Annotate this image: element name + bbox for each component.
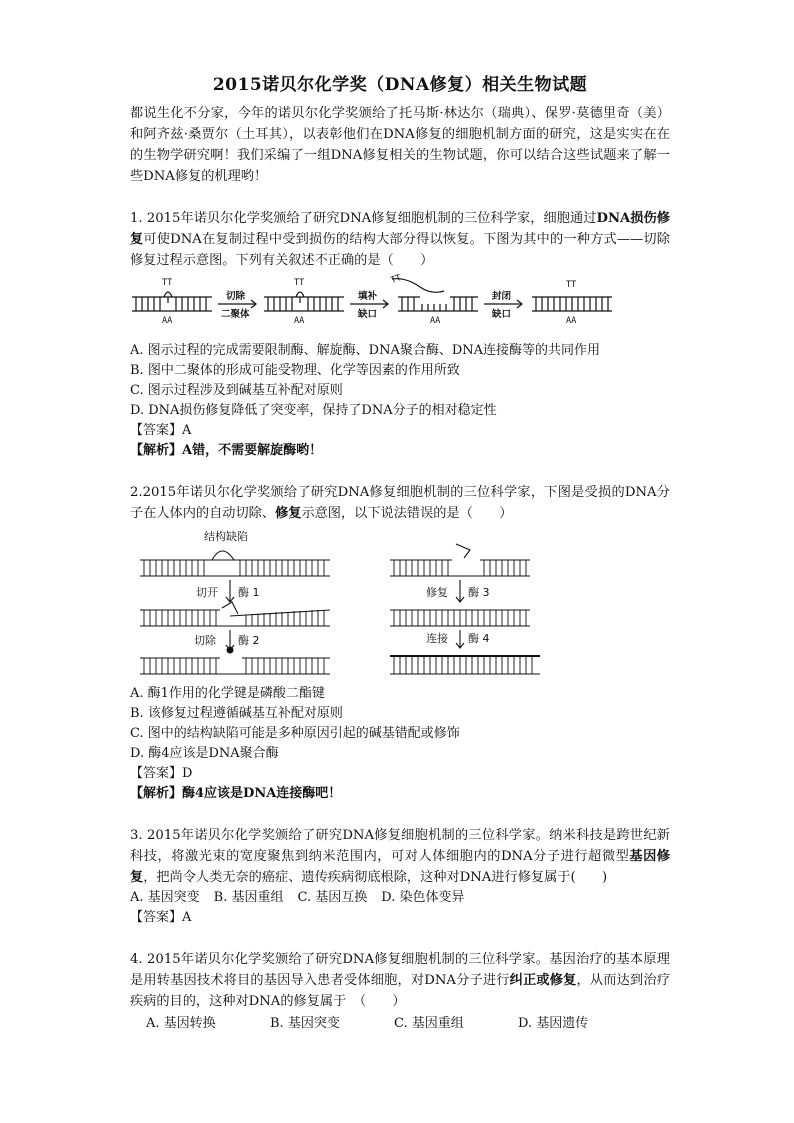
q2-repair-label: 修复 — [426, 586, 448, 599]
q4-option-c: C. 基因重组 — [394, 1016, 464, 1031]
q3-options — [130, 888, 670, 908]
q1-tt-label-2: TT — [294, 278, 305, 288]
q1-step3-label-bottom: 缺口 — [492, 309, 512, 320]
q2-answer: 【答案】D — [130, 766, 193, 781]
q3-option-a: A. 基因突变 — [130, 890, 200, 905]
q1-step1-label-bottom: 二聚体 — [221, 309, 250, 320]
q1-aa-label-3: AA — [430, 316, 441, 326]
q4-option-d: D. 基因遗传 — [518, 1016, 589, 1031]
q1-tt-label-4: TT — [566, 280, 577, 290]
q2-enzyme1-label: 酶 1 — [238, 586, 260, 599]
q1-excision-repair-diagram — [130, 273, 670, 335]
q1-tt-label-1: TT — [162, 278, 173, 288]
q1-diagram-svg — [130, 273, 670, 335]
q2-defect-label: 结构缺陷 — [204, 530, 248, 543]
q2-enzyme3-label: 酶 3 — [468, 586, 490, 599]
q1-step2-label-top: 填补 — [358, 291, 378, 302]
intro-paragraph: 都说生化不分家，今年的诺贝尔化学奖颁给了托马斯·林达尔（瑞典）、保罗·莫德里奇（美）和阿齐兹·桑贾尔（土耳其），以表彰他们在DNA修复的细胞机制方面的研究，这是实实在在的生物学研究啊！我们采编了一组DNA修复相关的生物试题，你可以结合这些试题来了解一些DNA修复的机理哟！ — [130, 106, 670, 184]
q3-stem: 3. 2015年诺贝尔化学奖颁给了研究DNA修复细胞机制的三位科学家。纳米科技是跨世纪新科技，将激光束的宽度聚焦到纳米范围内，可对人体细胞内的DNA分子进行超微型基因修复，把尚令人类无奈的癌症、遗传疾病彻底根除，这种对DNA进行修复属于( ) — [130, 828, 670, 885]
q1-answer: 【答案】A — [130, 423, 192, 438]
q1-option-d: D. DNA损伤修复降低了突变率，保持了DNA分子的相对稳定性 — [130, 403, 497, 418]
q2-enzyme2-label: 酶 2 — [238, 634, 260, 647]
q2-diagram-svg — [130, 528, 670, 678]
q2-option-a: A. 酶1作用的化学键是磷酸二酯键 — [130, 686, 325, 701]
q1-option-c: C. 图示过程涉及到碱基互补配对原则 — [130, 383, 343, 398]
q2-stem: 2.2015年诺贝尔化学奖颁给了研究DNA修复细胞机制的三位科学家，下图是受损的DNA分子在人体内的自动切除、修复示意图，以下说法错误的是（ ） — [130, 485, 670, 521]
q1-tt-label-3: TT — [389, 273, 403, 286]
q2-remove-label: 切除 — [194, 634, 216, 647]
q1-aa-label-2: AA — [294, 316, 305, 326]
q4-stem: 4. 2015年诺贝尔化学奖颁给了研究DNA修复细胞机制的三位科学家。基因治疗的基本原理是用转基因技术将目的基因导入患者受体细胞，对DNA分子进行纠正或修复，从而达到治疗疾病的目的，这种对DNA的修复属于 （ ） — [130, 952, 671, 1009]
q2-option-b: B. 该修复过程遵循碱基互补配对原则 — [130, 706, 343, 721]
q1-option-a: A. 图示过程的完成需要限制酶、解旋酶、DNA聚合酶、DNA连接酶等的共同作用 — [130, 343, 601, 358]
q3-option-b: B. 基因重组 — [213, 890, 284, 905]
q2-option-d: D. 酶4应该是DNA聚合酶 — [130, 746, 279, 761]
q3-option-c: C. 基因互换 — [297, 890, 368, 905]
q2-option-c: C. 图中的结构缺陷可能是多种原因引起的碱基错配或修饰 — [130, 726, 460, 741]
q2-repair-diagram — [130, 528, 670, 678]
q1-analysis: 【解析】A错，不需要解旋酶哟！ — [130, 443, 323, 458]
document-page — [130, 70, 670, 1034]
q1-stem: 1. 2015年诺贝尔化学奖颁给了研究DNA修复细胞机制的三位科学家，细胞通过DNA损伤修复可使DNA在复制过程中受到损伤的结构大部分得以恢复。下图为其中的一种方式——切除修复过程示意图。下列有关叙述不正确的是（ ） — [130, 211, 670, 268]
q2-cut-label: 切开 — [196, 586, 218, 599]
q4-option-b: B. 基因突变 — [270, 1016, 340, 1031]
q1-step2-label-bottom: 缺口 — [358, 309, 378, 320]
q2-enzyme4-label: 酶 4 — [468, 632, 490, 645]
q4-options — [146, 1014, 670, 1034]
q1-aa-label-4: AA — [566, 316, 577, 326]
q3-answer: 【答案】A — [130, 910, 192, 925]
q1-aa-label-1: AA — [162, 316, 173, 326]
q3-option-d: D. 染色体变异 — [381, 890, 465, 905]
q4-option-a: A. 基因转换 — [146, 1016, 216, 1031]
q1-option-b: B. 图中二聚体的形成可能受物理、化学等因素的作用所致 — [130, 363, 460, 378]
q1-step3-label-top: 封闭 — [492, 291, 512, 302]
page-title: 2015诺贝尔化学奖（DNA修复）相关生物试题 — [212, 75, 588, 95]
q2-analysis: 【解析】酶4应该是DNA连接酶吧！ — [130, 786, 342, 801]
q1-step1-label-top: 切除 — [226, 291, 246, 302]
q2-join-label: 连接 — [426, 632, 448, 645]
